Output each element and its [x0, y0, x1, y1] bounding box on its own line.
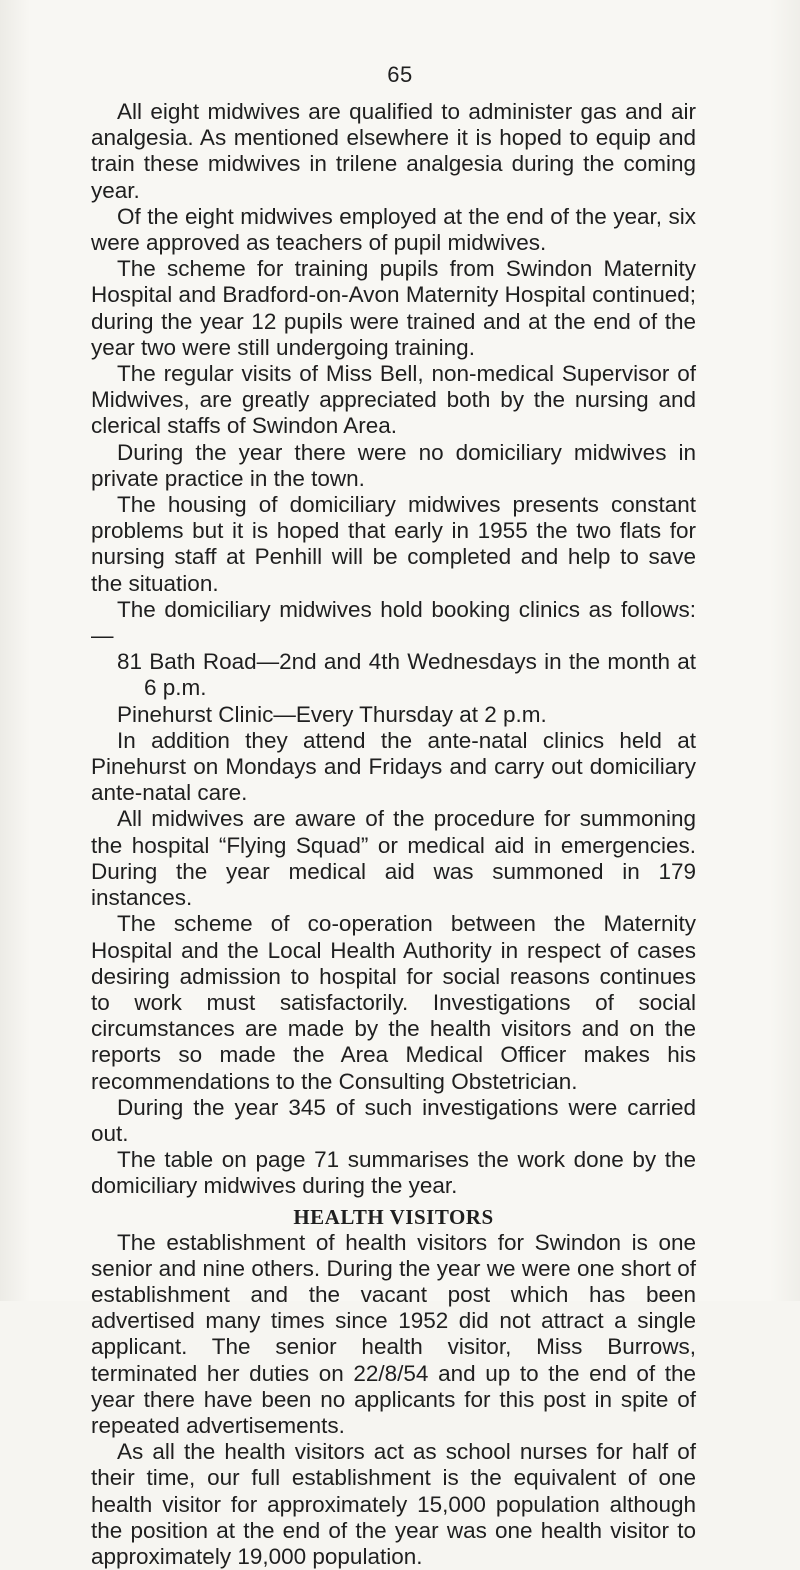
paragraph-table-reference: The table on page 71 summarises the work done by the domiciliary midwives during the year.	[91, 1147, 696, 1199]
section-heading-health-visitors: HEALTH VISITORS	[293, 1204, 494, 1229]
paragraph-school-nurses: As all the health visitors act as school nurses for half of their time, our full establishment is the equivalent of one health visitor for approximately 15,000 population although the position at the end of the year was one health visitor to approximately 19,000 population.	[91, 1439, 696, 1569]
paragraph-booking-clinics: The domiciliary midwives hold booking clinics as follows:—	[91, 596, 696, 649]
paragraph-ante-natal: In addition they attend the ante-natal clinics held at Pinehurst on Mondays and Fridays and carry out domiciliary ante-natal care.	[91, 727, 696, 806]
clinic-pinehurst: Pinehurst Clinic—Every Thursday at 2 p.m.	[117, 701, 547, 727]
page-number: 65	[387, 62, 413, 87]
page-body	[91, 99, 696, 1570]
paragraph-flying-squad: All midwives are aware of the procedure for summoning the hospital “Flying Squad” or medical aid in emergencies. During the year medical aid was summoned in 179 instances.	[91, 806, 696, 911]
paragraph-housing: The housing of domiciliary midwives presents constant problems but it is hoped that early in 1955 the two flats for nursing staff at Penhill will be completed and help to save the situation.	[91, 492, 696, 596]
paragraph-establishment: The establishment of health visitors for Swindon is one senior and nine others. During the year we were one short of establishment and the vacant post which has been advertised many times since 1952 did not attract a single applicant. The senior health visitor, Miss Burrows, terminated her duties on 22/8/54 and up to the end of the year there have been no applicants for this post in spite of repeated advertisements.	[91, 1229, 696, 1438]
paragraph-training-scheme: The scheme for training pupils from Swindon Maternity Hospital and Bradford-on-Avon Maternity Hospital continued; during the year 12 pupils were trained and at the end of the year two were still undergoing training.	[91, 256, 696, 360]
paragraph-cooperation-scheme: The scheme of co-operation between the Maternity Hospital and the Local Health Authority in respect of cases desiring admission to hospital for social reasons continues to work must satisfactorily. Investigations of social circumstances are made by the health visitors and on the reports so made the Area Medical Officer makes his recommendations to the Consulting Obstetrician.	[91, 911, 696, 1094]
paragraph-gas-air-analgesia: All eight midwives are qualified to administer gas and air analgesia. As mentioned elsewhere it is hoped to equip and train these midwives in trilene analgesia during the coming year.	[91, 99, 696, 203]
paragraph-teachers: Of the eight midwives employed at the end of the year, six were approved as teachers of pupil midwives.	[91, 203, 696, 256]
paragraph-private-practice: During the year there were no domiciliary midwives in private practice in the town.	[91, 439, 696, 491]
paragraph-investigations: During the year 345 of such investigations were carried out.	[91, 1094, 696, 1146]
paragraph-supervisor-visits: The regular visits of Miss Bell, non-medical Supervisor of Midwives, are greatly appreciated both by the nursing and clerical staffs of Swindon Area.	[91, 361, 696, 439]
clinic-bath-road: 81 Bath Road—2nd and 4th Wednesdays in the month at 6 p.m.	[117, 649, 696, 701]
